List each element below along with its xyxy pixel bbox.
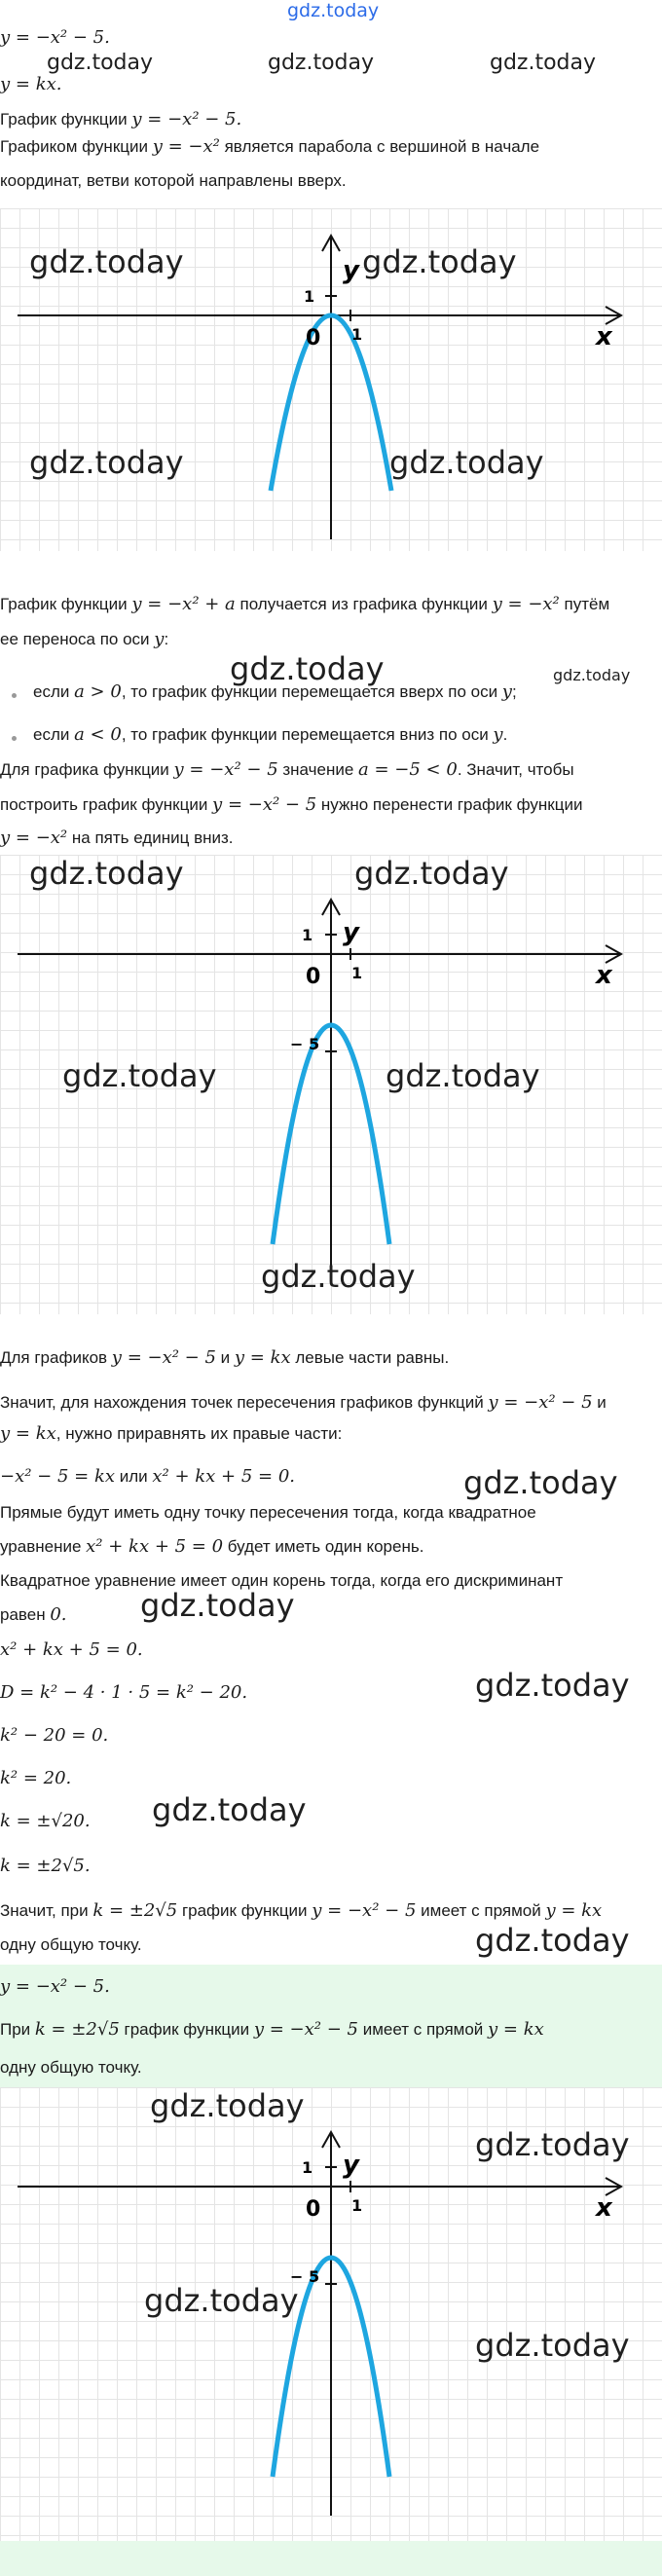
watermark: gdz.today [475,1667,630,1704]
watermark: gdz.today [389,444,544,481]
paragraph-line: Для графиков y = −x² − 5 и y = kx левые части равны. [0,1347,450,1368]
watermark: gdz.today [386,1057,540,1094]
graph-parabola-basic [0,208,662,551]
equation-step: x² + kx + 5 = 0. [0,1639,143,1660]
paragraph-line: График функции y = −x² + a получается из графика функции y = −x² путём [0,594,610,614]
watermark: gdz.today [475,1922,630,1959]
equation-step: k = ±2√5. [0,1856,91,1876]
watermark: gdz.today [475,2126,630,2163]
vertex-label: − 5 [290,1035,320,1053]
answer-line: При k = ±2√5 график функции y = −x² − 5 имеет с прямой y = kx [0,2019,544,2040]
equation-step: D = k² − 4 · 1 · 5 = k² − 20. [0,1682,248,1703]
paragraph-line: y = −x² на пять единиц вниз. [0,828,234,848]
equation-step: k² = 20. [0,1768,72,1788]
x-tick-label: 1 [351,2196,363,2215]
watermark: gdz.today [553,666,631,684]
equation-step: k² − 20 = 0. [0,1725,109,1746]
y-axis-label: y [343,256,359,285]
watermark: gdz.today [152,1791,307,1828]
equation-parabola: y = −x² − 5. [0,27,110,48]
paragraph-line: одну общую точку. [0,1935,142,1954]
paragraph-line: Значит, при k = ±2√5 график функции y = −x² − 5 имеет с прямой y = kx [0,1900,603,1921]
equation-step: k = ±√20. [0,1811,91,1831]
paragraph-line: уравнение x² + kx + 5 = 0 будет иметь один корень. [0,1536,424,1557]
x-tick-label: 1 [351,325,363,344]
watermark: gdz.today [29,855,184,892]
paragraph-line: Для графика функции y = −x² − 5 значение a = −5 < 0. Значит, чтобы [0,759,574,780]
y-axis-label: y [343,2151,359,2180]
paragraph-line: −x² − 5 = kx или x² + kx + 5 = 0. [0,1466,296,1487]
bullet-dot [12,736,17,741]
y-axis-label: y [343,918,359,947]
origin-label: 0 [306,2197,321,2222]
y-tick-label: 1 [302,2158,313,2177]
paragraph-line: Квадратное уравнение имеет один корень тогда, когда его дискриминант [0,1571,564,1590]
answer-line: одну общую точку. [0,2058,142,2077]
equation-line: y = kx. [0,74,62,94]
bottom-strip [0,2541,662,2576]
paragraph-line: Значит, для нахождения точек пересечения графиков функций y = −x² − 5 и [0,1392,607,1413]
watermark: gdz.today [150,2087,305,2124]
y-tick-label: 1 [302,926,313,944]
origin-label: 0 [306,965,321,989]
watermark: gdz.today [463,1464,618,1501]
paragraph-line: График функции y = −x² − 5. [0,109,242,129]
x-tick-label: 1 [351,964,363,982]
watermark: gdz.today [354,855,509,892]
watermark: gdz.today [29,243,184,280]
watermark: gdz.today [362,243,517,280]
bullet-dot [12,693,17,698]
y-tick-label: 1 [304,287,315,306]
paragraph-line: y = kx, нужно приравнять их правые части: [0,1423,343,1444]
paragraph-line: равен 0. [0,1604,67,1625]
paragraph-line: Графиком функции y = −x² является парабола с вершиной в начале [0,136,540,157]
x-axis-label: x [596,2193,612,2223]
watermark: gdz.today [140,1587,295,1624]
watermark: gdz.today [490,51,597,75]
watermark: gdz.today [144,2282,299,2319]
watermark: gdz.today [268,51,375,75]
answer-equation: y = −x² − 5. [0,1976,110,1997]
graph-parabola-shifted [0,855,662,1314]
answer-block [0,1965,662,2087]
paragraph-line: построить график функции y = −x² − 5 нужно перенести график функции [0,794,583,815]
x-axis-label: x [596,322,612,351]
graph-answer [0,2087,662,2541]
watermark: gdz.today [62,1057,217,1094]
paragraph-line: координат, ветви которой направлены вверх. [0,171,347,190]
watermark: gdz.today [29,444,184,481]
paragraph-line: Прямые будут иметь одну точку пересечения тогда, когда квадратное [0,1503,536,1522]
watermark: gdz.today [47,51,154,75]
vertex-label: − 5 [290,2267,320,2286]
watermark: gdz.today [475,2327,630,2364]
brand-logo[interactable]: gdz.today [287,0,380,21]
bullet-item: если a < 0, то график функции перемещается вниз по оси y. [33,724,508,745]
x-axis-label: x [596,961,612,990]
watermark: gdz.today [261,1258,416,1295]
watermark: gdz.today [230,650,385,687]
bullet-item: если a > 0, то график функции перемещается вверх по оси y; [33,681,517,702]
paragraph-line: ее переноса по оси y: [0,629,169,649]
origin-label: 0 [306,326,321,350]
